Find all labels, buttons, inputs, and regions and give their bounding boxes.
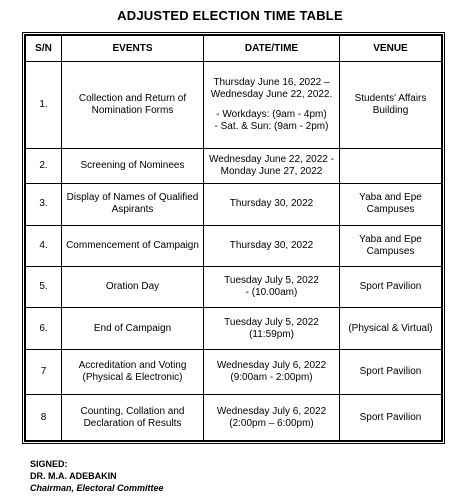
cell-event: [62, 62, 204, 149]
cell-event-line: Accreditation and Voting: [78, 360, 187, 372]
cell-event: [62, 148, 204, 183]
table-row: [26, 225, 442, 266]
signatory-name: DR. M.A. ADEBAKIN: [30, 471, 117, 481]
cell-date-time-extra-line: - Sat. & Sun: (9am - 2pm): [214, 120, 329, 132]
cell-venue-line: Campuses: [366, 204, 415, 216]
cell-date-time: [204, 62, 340, 149]
cell-venue-line: Sport Pavilion: [359, 366, 422, 378]
cell-sn: 8: [26, 395, 62, 441]
table-header-row: [26, 36, 442, 62]
cell-event-line: Commencement of Campaign: [66, 239, 199, 251]
cell-date-time-line: Thursday June 16, 2022 –: [213, 76, 330, 88]
cell-sn: 4.: [26, 225, 62, 266]
cell-date-time-line: Monday June 27, 2022: [220, 166, 323, 178]
cell-date-time: [204, 395, 340, 441]
table-row: [26, 308, 442, 349]
table-row: [26, 266, 442, 307]
table-row: [26, 184, 442, 225]
cell-date-time: [204, 266, 340, 307]
cell-event: [62, 349, 204, 395]
cell-sn: 5.: [26, 266, 62, 307]
cell-date-time-line: (2:00pm – 6:00pm): [229, 417, 314, 429]
cell-sn: 2.: [26, 148, 62, 183]
signed-label: SIGNED:: [30, 459, 68, 469]
cell-event: [62, 225, 204, 266]
cell-event: [62, 395, 204, 441]
header-sn: S/N: [26, 36, 62, 62]
header-venue: VENUE: [340, 36, 442, 62]
cell-venue-line: Campuses: [366, 245, 415, 257]
cell-date-time-line: Thursday 30, 2022: [229, 198, 314, 210]
cell-venue-line: Yaba and Epe: [359, 192, 422, 204]
line-gap: [207, 101, 336, 109]
cell-sn: 3.: [26, 184, 62, 225]
document-title: ADJUSTED ELECTION TIME TABLE: [117, 8, 343, 23]
cell-date-time-line: Tuesday July 5, 2022: [224, 316, 319, 328]
cell-date-time: [204, 184, 340, 225]
cell-venue-line: Sport Pavilion: [359, 411, 422, 423]
table-body: [26, 62, 442, 441]
cell-date-time: [204, 349, 340, 395]
cell-event: [62, 184, 204, 225]
header-events: EVENTS: [62, 36, 204, 62]
cell-event: [62, 266, 204, 307]
cell-event-line: Screening of Nominees: [80, 160, 185, 172]
cell-venue: [340, 395, 442, 441]
cell-date-time-line: Wednesday June 22, 2022.: [210, 88, 333, 100]
cell-sn: 6.: [26, 308, 62, 349]
cell-sn: 1.: [26, 62, 62, 149]
cell-date-time-extra-line: - Workdays: (9am - 4pm): [216, 108, 327, 120]
cell-venue-line: Sport Pavilion: [359, 281, 422, 293]
cell-date-time-line: Wednesday July 6, 2022: [216, 360, 327, 372]
cell-date-time-line: Tuesday July 5, 2022: [224, 275, 319, 287]
cell-event-line: Collection and Return of: [78, 92, 187, 104]
cell-event: [62, 308, 204, 349]
cell-date-time: [204, 225, 340, 266]
timetable-frame: [22, 32, 445, 444]
cell-venue-line: Yaba and Epe: [359, 233, 422, 245]
cell-date-time-line: Thursday 30, 2022: [229, 239, 314, 251]
election-timetable: [25, 35, 442, 441]
cell-venue-line: (Physical & Virtual): [348, 322, 433, 334]
cell-date-time-line: - (10.00am): [245, 287, 298, 299]
cell-venue: [340, 225, 442, 266]
cell-venue: [340, 308, 442, 349]
table-row: [26, 148, 442, 183]
cell-event-line: Oration Day: [105, 281, 160, 293]
cell-event-line: Declaration of Results: [83, 417, 182, 429]
cell-event-line: Nomination Forms: [91, 104, 174, 116]
table-row: [26, 395, 442, 441]
cell-venue-line: Students' Affairs: [354, 92, 427, 104]
cell-venue: [340, 266, 442, 307]
cell-date-time-line: (9:00am - 2:00pm): [230, 372, 313, 384]
cell-event-line: Display of Names of Qualified: [66, 192, 199, 204]
table-row: [26, 62, 442, 149]
cell-date-time-line: (11:59pm): [249, 328, 294, 340]
cell-venue-line: Building: [372, 104, 409, 116]
cell-venue: [340, 62, 442, 149]
table-row: [26, 349, 442, 395]
cell-date-time-line: Wednesday July 6, 2022: [216, 405, 327, 417]
cell-date-time-line: Wednesday June 22, 2022 -: [209, 154, 334, 166]
cell-venue: [340, 349, 442, 395]
cell-venue: [340, 148, 442, 183]
cell-event-line: Aspirants: [111, 204, 154, 216]
cell-sn: 7: [26, 349, 62, 395]
signature-block: [30, 458, 164, 494]
cell-date-time: [204, 308, 340, 349]
cell-date-time: [204, 148, 340, 183]
header-date-time: DATE/TIME: [204, 36, 340, 62]
cell-event-line: (Physical & Electronic): [82, 372, 183, 384]
cell-event-line: Counting, Collation and: [80, 405, 185, 417]
cell-event-line: End of Campaign: [93, 322, 172, 334]
signatory-role: Chairman, Electoral Committee: [30, 483, 164, 493]
cell-venue: [340, 184, 442, 225]
